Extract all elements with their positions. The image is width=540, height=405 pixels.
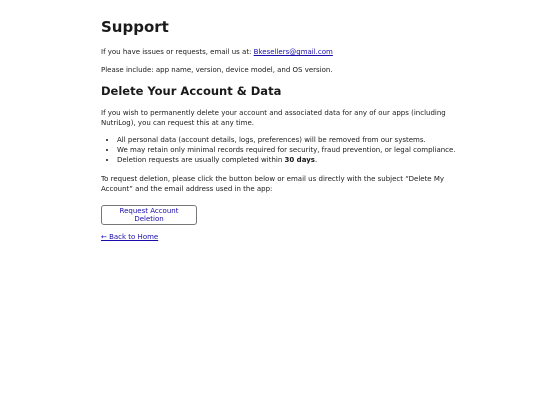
page-title: Support <box>101 18 169 36</box>
deletion-duration: 30 days <box>284 156 315 164</box>
deletion-heading: Delete Your Account & Data <box>101 84 282 98</box>
list-item: • We may retain only minimal records required for security, fraud prevention, or legal compliance. <box>117 145 457 155</box>
deletion-intro: If you wish to permanently delete your account and associated data for any of our apps (including NutriLog), you can request this at any time. <box>101 109 446 127</box>
list-item <box>117 155 457 165</box>
deletion-bullet-list <box>101 135 457 165</box>
back-to-home-link[interactable]: ← Back to Home <box>101 233 159 241</box>
contact-paragraph <box>101 47 333 57</box>
list-item: • All personal data (account details, logs, preferences) will be removed from our systems. <box>117 135 457 145</box>
contact-prefix: If you have issues or requests, email us at: <box>101 48 254 56</box>
bullet-suffix: . <box>314 156 318 164</box>
contact-email-link[interactable]: Bkesellers@gmail.com <box>253 48 333 56</box>
request-deletion-button[interactable]: Request Account Deletion <box>101 205 197 225</box>
include-info-text: Please include: app name, version, device model, and OS version. <box>101 66 333 74</box>
bullet-text: Deletion requests are usually completed within <box>117 156 285 164</box>
deletion-instructions: To request deletion, please click the button below or email us directly with the subject “Delete My Account” and the email address used in the app: <box>101 175 445 193</box>
